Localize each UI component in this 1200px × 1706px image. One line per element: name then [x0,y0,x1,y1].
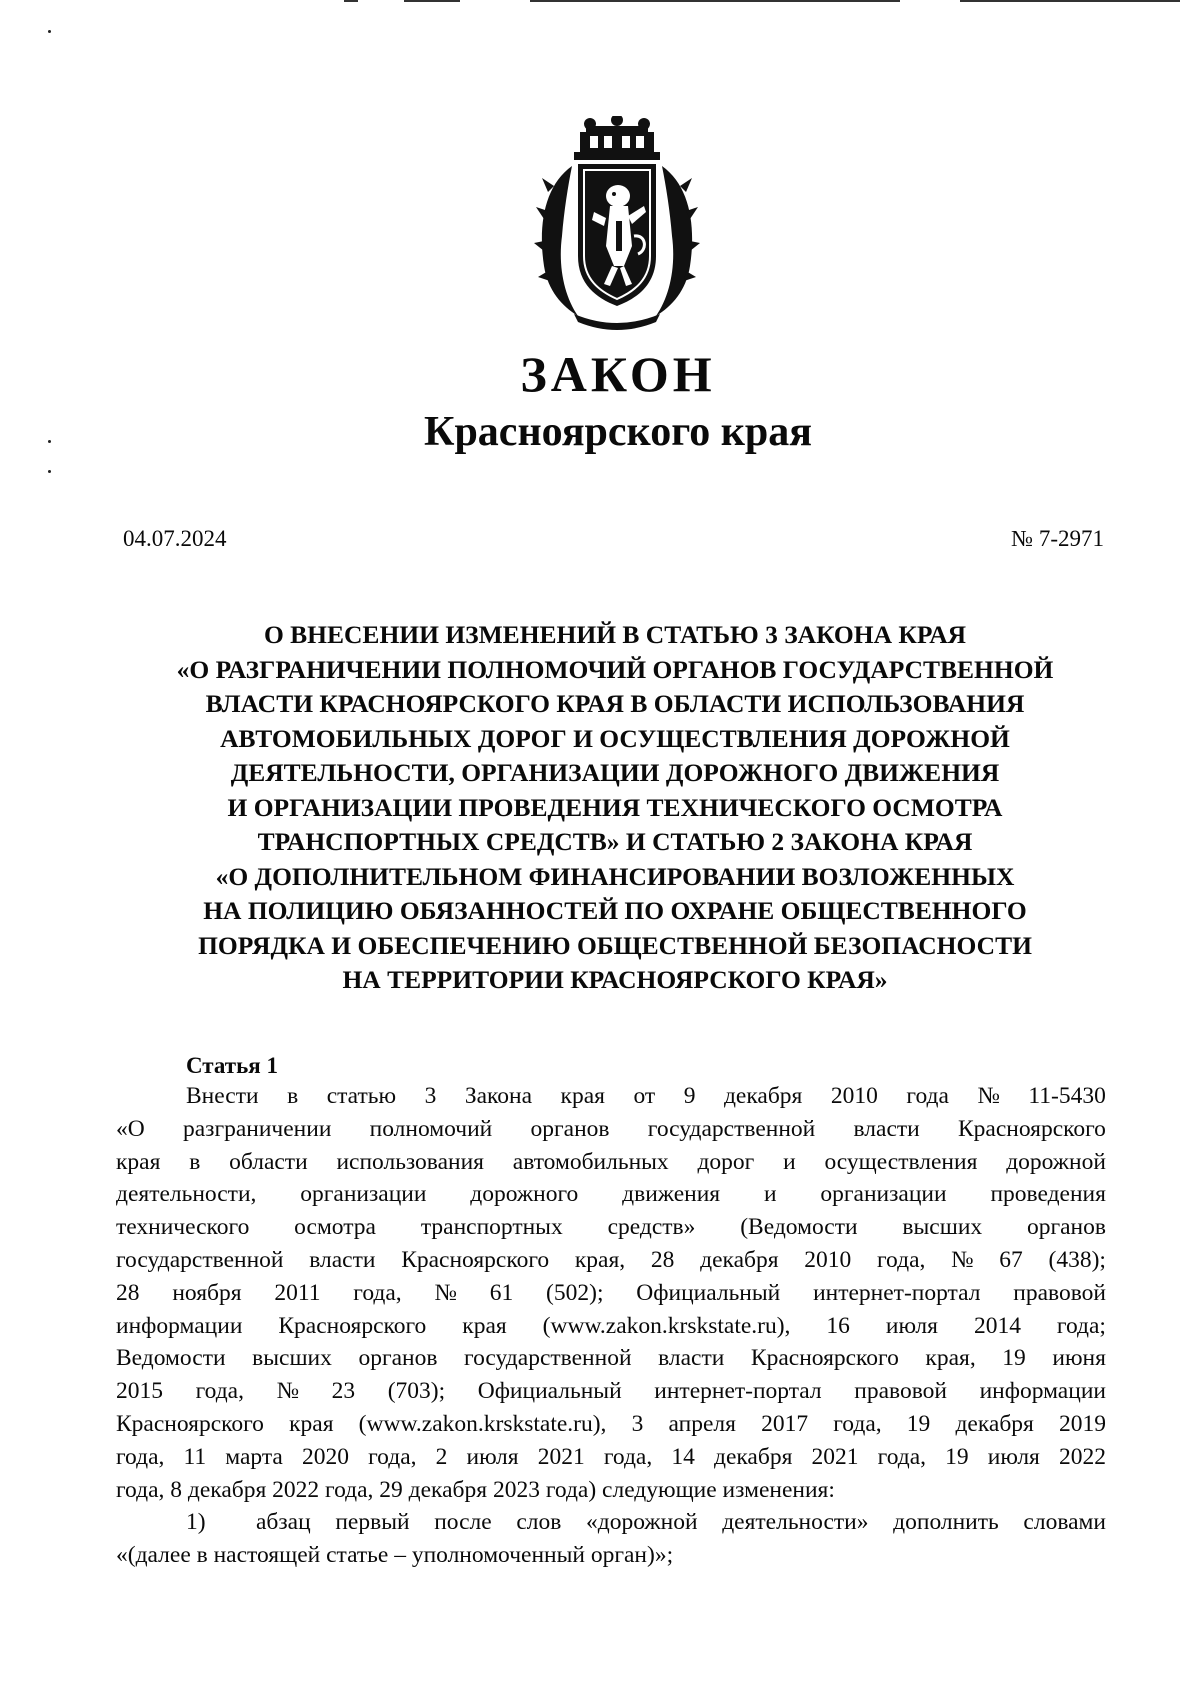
word: 3 [631,1410,644,1437]
word: 67 [999,1246,1023,1273]
word: 2015 [116,1378,163,1405]
article-line: года, 8 декабря 2022 года, 29 декабря 2023 года) следующие изменения: [116,1476,835,1503]
law-date: 04.07.2024 [123,526,227,551]
article-line [116,1113,1106,1146]
word: 2019 [1059,1410,1106,1437]
word: органов [358,1345,438,1372]
word: «О [116,1115,145,1142]
word: 11 [183,1443,207,1470]
word: 11-5430 [1028,1083,1106,1109]
heading-line: АВТОМОБИЛЬНЫХ ДОРОГ И ОСУЩЕСТВЛЕНИЯ ДОРОЖНОЙ [220,723,1010,753]
word: власти [309,1246,376,1273]
word: области [229,1148,308,1175]
word: края [560,1083,605,1109]
word: государственной [116,1246,284,1273]
word: первый [335,1509,410,1536]
article-line [116,1375,1106,1408]
word: края, [925,1345,976,1372]
word: 2020 [301,1443,349,1470]
heading-line: ВЛАСТИ КРАСНОЯРСКОГО КРАЯ В ОБЛАСТИ ИСПОЛЬЗОВАНИЯ [205,689,1025,718]
word: Красноярского [957,1115,1106,1142]
word: края [116,1148,161,1175]
word: декабря [955,1410,1034,1437]
heading-line: НА ТЕРРИТОРИИ КРАСНОЯРСКОГО КРАЯ» [342,965,888,994]
heading-line: «О ДОПОЛНИТЕЛЬНОМ ФИНАНСИРОВАНИИ ВОЗЛОЖЕННЫХ [215,861,1015,891]
word: Закона [464,1083,533,1109]
article-line [116,1080,1106,1113]
word: края [289,1410,334,1437]
word: ноября [172,1279,242,1306]
word: статью [326,1083,397,1109]
word: 16 [826,1312,850,1339]
word: в [189,1148,201,1175]
word: дорожного [470,1181,579,1208]
article-title: Статья 1 [186,1053,278,1078]
word: органов [530,1115,610,1142]
heading-line: И ОРГАНИЗАЦИИ ПРОВЕДЕНИЯ ТЕХНИЧЕСКОГО ОСМОТРА [227,792,1003,822]
word: государственной [647,1115,816,1142]
word: 14 [671,1443,695,1470]
heading-line: ДЕЯТЕЛЬНОСТИ, ОРГАНИЗАЦИИ ДОРОЖНОГО ДВИЖЕНИЯ [230,758,1000,787]
word: «дорожной [586,1509,698,1536]
word: власти [853,1115,920,1142]
word: Внести [186,1083,259,1109]
article-line [116,1178,1106,1211]
word: разграничении [182,1115,332,1142]
word: июля [466,1443,519,1470]
article-line [116,1310,1106,1343]
word: (438); [1048,1246,1106,1273]
word: 28 [650,1246,675,1273]
word: декабря [723,1083,803,1109]
heading-line: «О РАЗГРАНИЧЕНИИ ПОЛНОМОЧИЙ ОРГАНОВ ГОСУДАРСТВЕННОЙ [176,654,1054,684]
krasnoyarsk-krai-coat-of-arms-icon [534,116,700,332]
word: от [633,1083,656,1109]
word: в [287,1083,299,1109]
word: края [462,1312,507,1339]
scan-artifact [960,0,1180,2]
word: автомобильных [512,1148,669,1175]
word: и [783,1148,796,1175]
word: органов [1026,1214,1106,1241]
word: 2017 [761,1410,809,1437]
word: проведения [990,1181,1106,1208]
word: года, [833,1410,882,1437]
article-line [116,1244,1106,1277]
word: информации [979,1378,1106,1405]
word: Официальный [477,1378,622,1405]
law-number: № 7-2971 [1011,526,1104,551]
law-heading [120,618,1110,998]
word: декабря [700,1246,779,1273]
word: правовой [1013,1279,1106,1306]
document-title: ЗАКОН [520,346,716,402]
word: абзац [256,1509,311,1536]
word: 2011 [274,1279,321,1306]
word: года, [603,1443,653,1470]
word: 19 [906,1410,931,1437]
word: и [763,1181,777,1208]
scan-artifact [530,0,900,2]
article-line [116,1408,1106,1441]
word: организации [300,1181,427,1208]
word: осмотра [294,1214,376,1241]
word: деятельности, [116,1181,257,1208]
word: слов [516,1509,562,1536]
word: Красноярского [116,1410,264,1437]
word: 19 [945,1443,969,1470]
word: технического [116,1214,250,1241]
word: интернет-портал [813,1279,981,1306]
word: года, [353,1279,402,1306]
word: декабря [713,1443,793,1470]
word: Красноярского [401,1246,550,1273]
word: июля [885,1312,938,1339]
word: Официальный [636,1279,781,1306]
word: 2021 [811,1443,859,1470]
word: (703); [387,1378,446,1405]
word: года; [1056,1312,1106,1339]
word: июня [1052,1345,1106,1372]
word: средств» [607,1214,696,1241]
word: 2022 [1059,1443,1106,1470]
word: № [276,1378,299,1405]
word: полномочий [369,1115,493,1142]
word: (Ведомости [740,1214,858,1241]
article-line [116,1277,1106,1310]
word: дополнить [893,1509,999,1536]
word: 9 [683,1083,696,1109]
scan-artifact [404,0,460,2]
article-line [116,1211,1106,1244]
list-item-continuation: «(далее в настоящей статье – уполномоченный орган)»; [116,1542,674,1569]
word: марта [225,1443,283,1470]
word: 2010 [830,1083,878,1109]
word: информации [116,1312,243,1339]
article-line [116,1146,1106,1179]
article-line [116,1342,1106,1375]
word: транспортных [420,1214,563,1241]
word: года [906,1083,949,1109]
list-item-number: 1) [186,1509,206,1536]
word: (www.zakon.krskstate.ru), [542,1312,791,1339]
heading-line: НА ПОЛИЦИЮ ОБЯЗАННОСТЕЙ ПО ОХРАНЕ ОБЩЕСТВЕННОГО [203,896,1027,925]
scan-artifact [344,0,358,2]
list-item-text [256,1506,1106,1539]
word: интернет-портал [654,1378,822,1405]
word: Красноярского [750,1345,899,1372]
word: высших [902,1214,983,1241]
word: государственной [464,1345,632,1372]
word: высших [252,1345,332,1372]
word: движения [622,1181,721,1208]
word: деятельности» [722,1509,869,1536]
word: Красноярского [278,1312,427,1339]
word: апреля [668,1410,736,1437]
word: № [977,1083,1000,1109]
word: осуществления [824,1148,978,1175]
word: 23 [331,1378,356,1405]
word: словами [1023,1509,1106,1536]
word: дорог [697,1148,755,1175]
word: 2021 [537,1443,585,1470]
word: июля [987,1443,1040,1470]
word: года, [368,1443,417,1470]
article-body [116,1080,1106,1572]
word: (502); [546,1279,604,1306]
heading-line: ПОРЯДКА И ОБЕСПЕЧЕНИЮ ОБЩЕСТВЕННОЙ БЕЗОПАСНОСТИ [198,930,1032,960]
scan-artifact [48,470,51,473]
word: Ведомости [116,1345,226,1372]
word: года, [877,1246,926,1273]
word: правовой [854,1378,947,1405]
heading-line: ТРАНСПОРТНЫХ СРЕДСТВ» И СТАТЬЮ 2 ЗАКОНА КРАЯ [257,827,973,856]
heading-line: О ВНЕСЕНИИ ИЗМЕНЕНИЙ В СТАТЬЮ 3 ЗАКОНА КРАЯ [263,620,967,649]
word: края, [574,1246,626,1273]
word: года, [877,1443,927,1470]
scan-artifact [48,30,51,33]
document-subtitle: Красноярского края [423,409,813,455]
word: (www.zakon.krskstate.ru), [358,1410,607,1437]
word: 19 [1002,1345,1026,1372]
word: № [434,1279,457,1306]
word: 2 [435,1443,448,1470]
word: 28 [116,1279,140,1306]
article-line [116,1441,1106,1474]
word: года, [195,1378,244,1405]
word: 3 [424,1083,437,1109]
word: 61 [489,1279,514,1306]
word: власти [658,1345,725,1372]
word: после [434,1509,492,1536]
word: 2014 [973,1312,1021,1339]
word: года, [116,1443,165,1470]
word: организации [820,1181,947,1208]
word: дорожной [1006,1148,1106,1175]
list-item [116,1506,1106,1539]
word: № [951,1246,974,1273]
word: использования [336,1148,484,1175]
word: 2010 [804,1246,852,1273]
